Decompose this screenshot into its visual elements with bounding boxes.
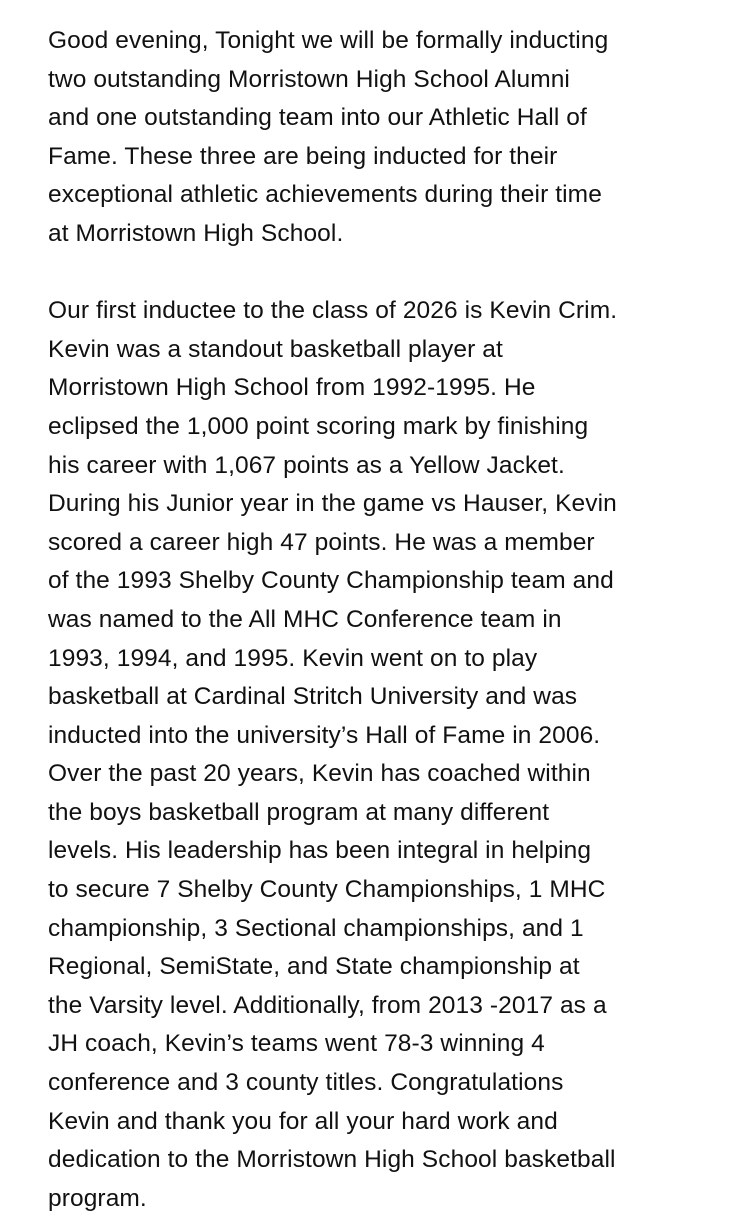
text-line: at Morristown High School. (48, 219, 344, 247)
text-line: eclipsed the 1,000 point scoring mark by finishing (48, 412, 589, 440)
text-line: his career with 1,067 points as a Yellow Jacket. (48, 451, 565, 479)
text-line: conference and 3 county titles. Congratulations (48, 1069, 564, 1097)
text-line: Kevin and thank you for all your hard work and (48, 1107, 558, 1135)
text-line: and one outstanding team into our Athletic Hall of (48, 104, 587, 132)
text-line: Morristown High School from 1992-1995. He (48, 374, 536, 402)
text-line: of the 1993 Shelby County Championship team and (48, 567, 614, 595)
text-line: dedication to the Morristown High School basketball (48, 1146, 616, 1174)
paragraph-intro (48, 22, 738, 254)
text-line: During his Junior year in the game vs Hauser, Kevin (48, 490, 617, 518)
text-line: two outstanding Morristown High School Alumni (48, 65, 570, 93)
text-line: Our first inductee to the class of 2026 is Kevin Crim. (48, 297, 618, 325)
text-line: levels. His leadership has been integral in helping (48, 837, 592, 865)
text-line: to secure 7 Shelby County Championships, 1 MHC (48, 876, 606, 904)
paragraph-inductee (48, 292, 738, 1218)
document-body (48, 22, 738, 1218)
text-line: JH coach, Kevin’s teams went 78-3 winning 4 (48, 1030, 545, 1058)
text-line: scored a career high 47 points. He was a member (48, 528, 595, 556)
text-line: was named to the All MHC Conference team in (48, 605, 562, 633)
text-line: exceptional athletic achievements during their time (48, 181, 602, 209)
text-line: Fame. These three are being inducted for their (48, 142, 558, 170)
text-line: the boys basketball program at many different (48, 798, 550, 826)
paragraph-spacer (48, 254, 738, 293)
text-line: program. (48, 1184, 147, 1212)
text-line: Regional, SemiState, and State championship at (48, 953, 580, 981)
text-line: Good evening, Tonight we will be formally inducting (48, 27, 609, 54)
text-line: Kevin was a standout basketball player at (48, 335, 503, 363)
text-line: inducted into the university’s Hall of Fame in 2006. (48, 721, 601, 749)
text-line: championship, 3 Sectional championships, and 1 (48, 914, 584, 942)
text-line: Over the past 20 years, Kevin has coached within (48, 760, 591, 788)
text-line: the Varsity level. Additionally, from 2013 -2017 as a (48, 991, 607, 1019)
text-line: basketball at Cardinal Stritch University and was (48, 683, 578, 711)
text-line: 1993, 1994, and 1995. Kevin went on to play (48, 644, 538, 672)
